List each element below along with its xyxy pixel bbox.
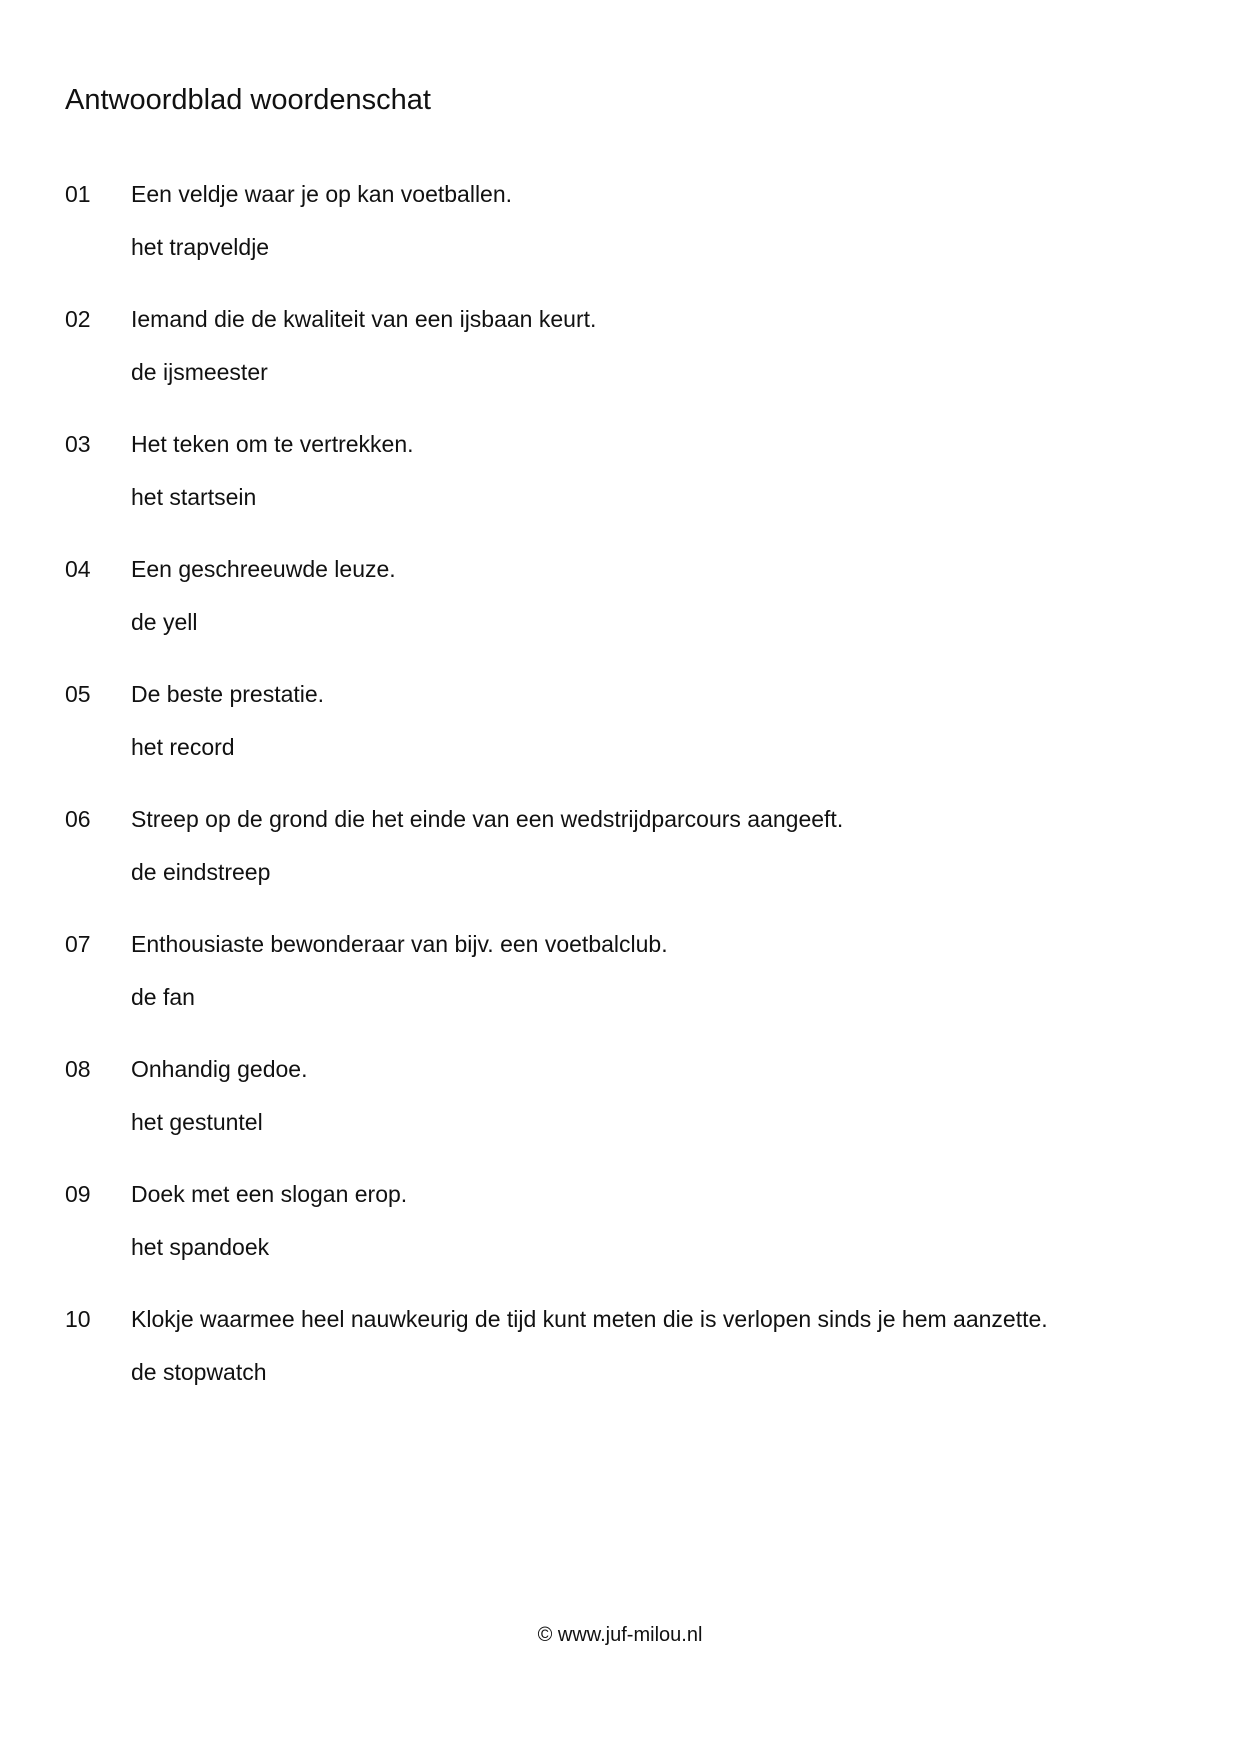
entry-answer: het record xyxy=(131,734,235,760)
list-item xyxy=(65,1299,1175,1424)
list-item xyxy=(65,424,1175,549)
entry-definition: Een geschreeuwde leuze. xyxy=(131,556,396,582)
entry-answer: het startsein xyxy=(131,484,257,510)
entry-number: 09 xyxy=(65,1181,91,1207)
list-item xyxy=(65,299,1175,424)
list-item xyxy=(65,924,1175,1049)
entry-answer: de eindstreep xyxy=(131,859,271,885)
entry-answer: de stopwatch xyxy=(131,1359,267,1385)
entry-list xyxy=(65,174,1175,1424)
entry-answer: de yell xyxy=(131,609,198,635)
entry-number: 04 xyxy=(65,556,91,582)
entry-answer: het spandoek xyxy=(131,1234,270,1260)
copyright-footer: © www.juf-milou.nl xyxy=(537,1624,703,1646)
list-item xyxy=(65,549,1175,674)
entry-definition: Streep op de grond die het einde van een wedstrijdparcours aangeeft. xyxy=(131,806,844,832)
entry-number: 07 xyxy=(65,931,91,957)
entry-definition: Doek met een slogan erop. xyxy=(131,1181,408,1207)
entry-definition: De beste prestatie. xyxy=(131,681,325,707)
entry-number: 06 xyxy=(65,806,91,832)
list-item xyxy=(65,799,1175,924)
entry-answer: het gestuntel xyxy=(131,1109,263,1135)
page-title: Antwoordblad woordenschat xyxy=(65,84,431,116)
entry-definition: Onhandig gedoe. xyxy=(131,1056,308,1082)
entry-definition: Klokje waarmee heel nauwkeurig de tijd kunt meten die is verlopen sinds je hem aanzette. xyxy=(131,1306,1048,1332)
entry-answer: het trapveldje xyxy=(131,234,270,260)
entry-answer: de fan xyxy=(131,984,195,1010)
entry-number: 02 xyxy=(65,306,91,332)
entry-number: 03 xyxy=(65,431,91,457)
entry-number: 01 xyxy=(65,181,91,207)
entry-answer: de ijsmeester xyxy=(131,359,268,385)
list-item xyxy=(65,1174,1175,1299)
list-item xyxy=(65,674,1175,799)
entry-definition: Het teken om te vertrekken. xyxy=(131,431,414,457)
entry-number: 08 xyxy=(65,1056,91,1082)
entry-definition: Iemand die de kwaliteit van een ijsbaan keurt. xyxy=(131,306,597,332)
entry-definition: Een veldje waar je op kan voetballen. xyxy=(131,181,513,207)
list-item xyxy=(65,1049,1175,1174)
entry-number: 05 xyxy=(65,681,91,707)
entry-definition: Enthousiaste bewonderaar van bijv. een voetbalclub. xyxy=(131,931,668,957)
list-item xyxy=(65,174,1175,299)
entry-number: 10 xyxy=(65,1306,91,1332)
